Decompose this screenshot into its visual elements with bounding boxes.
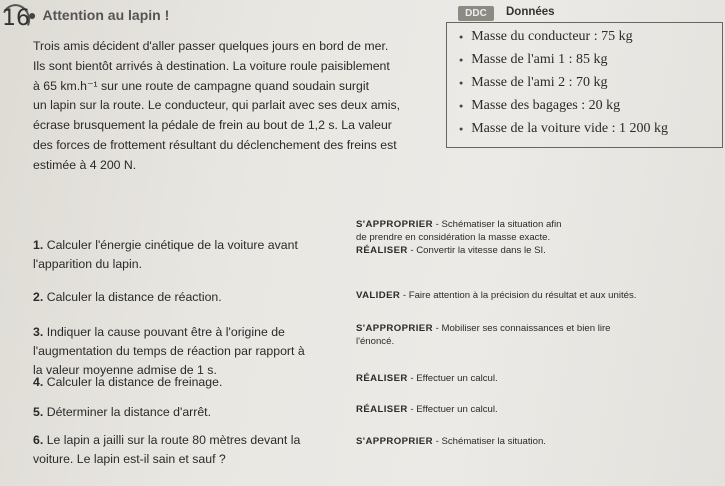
skill-2: VALIDER - Faire attention à la précision du résultat et aux unités. [356, 290, 637, 301]
intro-line: à 65 km.h⁻¹ sur une route de campagne quand soudain surgit [33, 78, 369, 93]
ddc-badge: DDC [458, 6, 494, 21]
skill-4: RÉALISER - Effectuer un calcul. [356, 373, 498, 384]
intro-line: écrase brusquement la pédale de frein au bout de 1,2 s. La valeur [33, 118, 392, 133]
question-5: 5. Déterminer la distance d'arrêt. [33, 405, 212, 419]
skill-5: RÉALISER - Effectuer un calcul. [356, 404, 498, 415]
question-2: 2. Calculer la distance de réaction. [33, 290, 222, 304]
skill-1: S'APPROPRIER - Schématiser la situation afin de prendre en considération la masse exacte. [356, 219, 562, 243]
bullet-icon: ● [459, 55, 464, 64]
skill-3: S'APPROPRIER - Mobiliser ses connaissances et bien lire l'énoncé. [356, 323, 611, 347]
exercise-title: ● Attention au lapin ! [28, 7, 170, 23]
skill-6: S'APPROPRIER - Schématiser la situation. [356, 436, 546, 447]
data-item: ● Masse de l'ami 2 : 70 kg [459, 75, 608, 90]
bullet-icon: ● [459, 32, 464, 41]
data-item: ● Masse du conducteur : 75 kg [459, 29, 633, 44]
exercise-number: 16 [2, 6, 30, 31]
bullet-icon: ● [459, 78, 464, 87]
bullet-icon: ● [459, 101, 464, 110]
intro-line: des forces de frottement résultant du déclenchement des freins est [33, 137, 397, 152]
question-1: 1. Calculer l'énergie cinétique de la voiture avant l'apparition du lapin. [33, 238, 298, 271]
question-6: 6. Le lapin a jailli sur la route 80 mètres devant la voiture. Le lapin est-il sain et sauf ? [33, 433, 301, 466]
bullet-icon: ● [28, 7, 37, 23]
intro-line: estimée à 4 200 N. [33, 157, 137, 172]
intro-line: Trois amis décident d'aller passer quelques jours en bord de mer. [33, 39, 389, 53]
intro-paragraph [33, 37, 423, 176]
data-panel-label: Données [506, 6, 555, 18]
skill-1b: RÉALISER - Convertir la vitesse dans le SI. [356, 245, 546, 256]
question-4: 4. Calculer la distance de freinage. [33, 375, 223, 389]
data-item: ● Masse de l'ami 1 : 85 kg [459, 52, 608, 67]
question-3: 3. Indiquer la cause pouvant être à l'origine de l'augmentation du temps de réaction par rapport à la valeur moyenne admise de 1 s. [33, 325, 305, 377]
intro-line: Ils sont bientôt arrivés à destination. La voiture roule paisiblement [33, 58, 390, 73]
data-panel [446, 22, 723, 148]
intro-line: un lapin sur la route. Le conducteur, qui parlait avec ses deux amis, [33, 98, 401, 113]
data-item: ● Masse des bagages : 20 kg [459, 98, 621, 113]
bullet-icon: ● [459, 124, 464, 133]
data-item: ● Masse de la voiture vide : 1 200 kg [459, 121, 668, 136]
